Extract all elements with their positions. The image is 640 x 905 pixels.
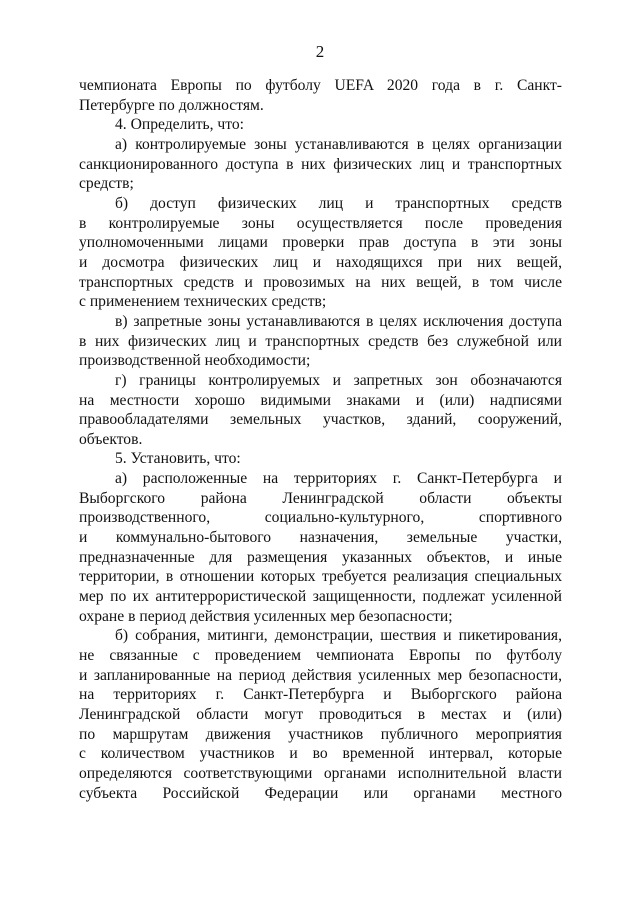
text-line: охране в период действия усиленных мер безопасности; bbox=[79, 607, 453, 625]
text-line: а) контролируемые зоны устанавливаются в целях организации bbox=[115, 135, 562, 153]
text-line: и досмотра физических лиц и находящихся при них вещей, bbox=[79, 253, 562, 271]
text-line: Выборгского района Ленинградской области объекты bbox=[79, 489, 562, 507]
section-heading: 5. Установить, что: bbox=[115, 450, 241, 468]
page-number: 2 bbox=[315, 42, 325, 61]
text-line: чемпионата Европы по футболу UEFA 2020 года в г. Санкт- bbox=[79, 77, 562, 94]
text-line: определяются соответствующими органами исполнительной власти bbox=[79, 764, 562, 782]
document-body bbox=[79, 76, 562, 803]
text-line: правообладателями земельных участков, зданий, сооружений, bbox=[79, 411, 562, 429]
text-line: Ленинградской области могут проводиться в местах и (или) bbox=[79, 706, 562, 723]
text-line: на местности хорошо видимыми знаками и (или) надписями bbox=[79, 391, 562, 409]
text-line: по маршрутам движения участников публичного мероприятия bbox=[79, 725, 562, 743]
text-line: субъекта Российской Федерации или органами местного bbox=[79, 784, 562, 802]
text-line: территории, в отношении которых требуется реализация специальных bbox=[79, 568, 562, 586]
text-line: с применением технических средств; bbox=[79, 293, 327, 311]
text-line: средств; bbox=[79, 175, 134, 193]
text-line: не связанные с проведением чемпионата Европы по футболу bbox=[79, 647, 562, 665]
text-line: а) расположенные на территориях г. Санкт-Петербурга и bbox=[115, 470, 562, 488]
text-line: и коммунально-бытового назначения, земельные участки, bbox=[79, 529, 562, 547]
text-line: и запланированные на период действия усиленных мер безопасности, bbox=[79, 666, 562, 684]
text-line: производственного, социально-культурного, спортивного bbox=[79, 509, 562, 527]
text-line: транспортных средств и провозимых на них вещей, в том числе bbox=[79, 273, 562, 291]
text-line: в контролируемые зоны осуществляется после проведения bbox=[79, 214, 562, 232]
text-line: г) границы контролируемых и запретных зон обозначаются bbox=[115, 371, 562, 389]
text-line: на территориях г. Санкт-Петербурга и Выборгского района bbox=[79, 686, 562, 704]
text-line: в) запретные зоны устанавливаются в целях исключения доступа bbox=[115, 312, 562, 330]
text-line: мер по их антитеррористической защищенности, подлежат усиленной bbox=[79, 588, 562, 606]
text-line: санкционированного доступа в них физических лиц и транспортных bbox=[79, 155, 562, 173]
text-line: уполномоченными лицами проверки прав доступа в эти зоны bbox=[79, 234, 562, 252]
text-line: объектов. bbox=[79, 430, 143, 448]
text-line: б) доступ физических лиц и транспортных средств bbox=[115, 194, 562, 212]
text-line: с количеством участников и во временной интервал, которые bbox=[79, 745, 562, 763]
text-line: Петербурге по должностям. bbox=[79, 96, 264, 114]
text-line: в них физических лиц и транспортных средств без служебной или bbox=[79, 332, 562, 350]
text-line: производственной необходимости; bbox=[79, 352, 311, 370]
text-line: б) собрания, митинги, демонстрации, шествия и пикетирования, bbox=[115, 627, 562, 645]
text-line: предназначенные для размещения указанных объектов, и иные bbox=[79, 548, 562, 566]
section-heading: 4. Определить, что: bbox=[115, 116, 244, 134]
